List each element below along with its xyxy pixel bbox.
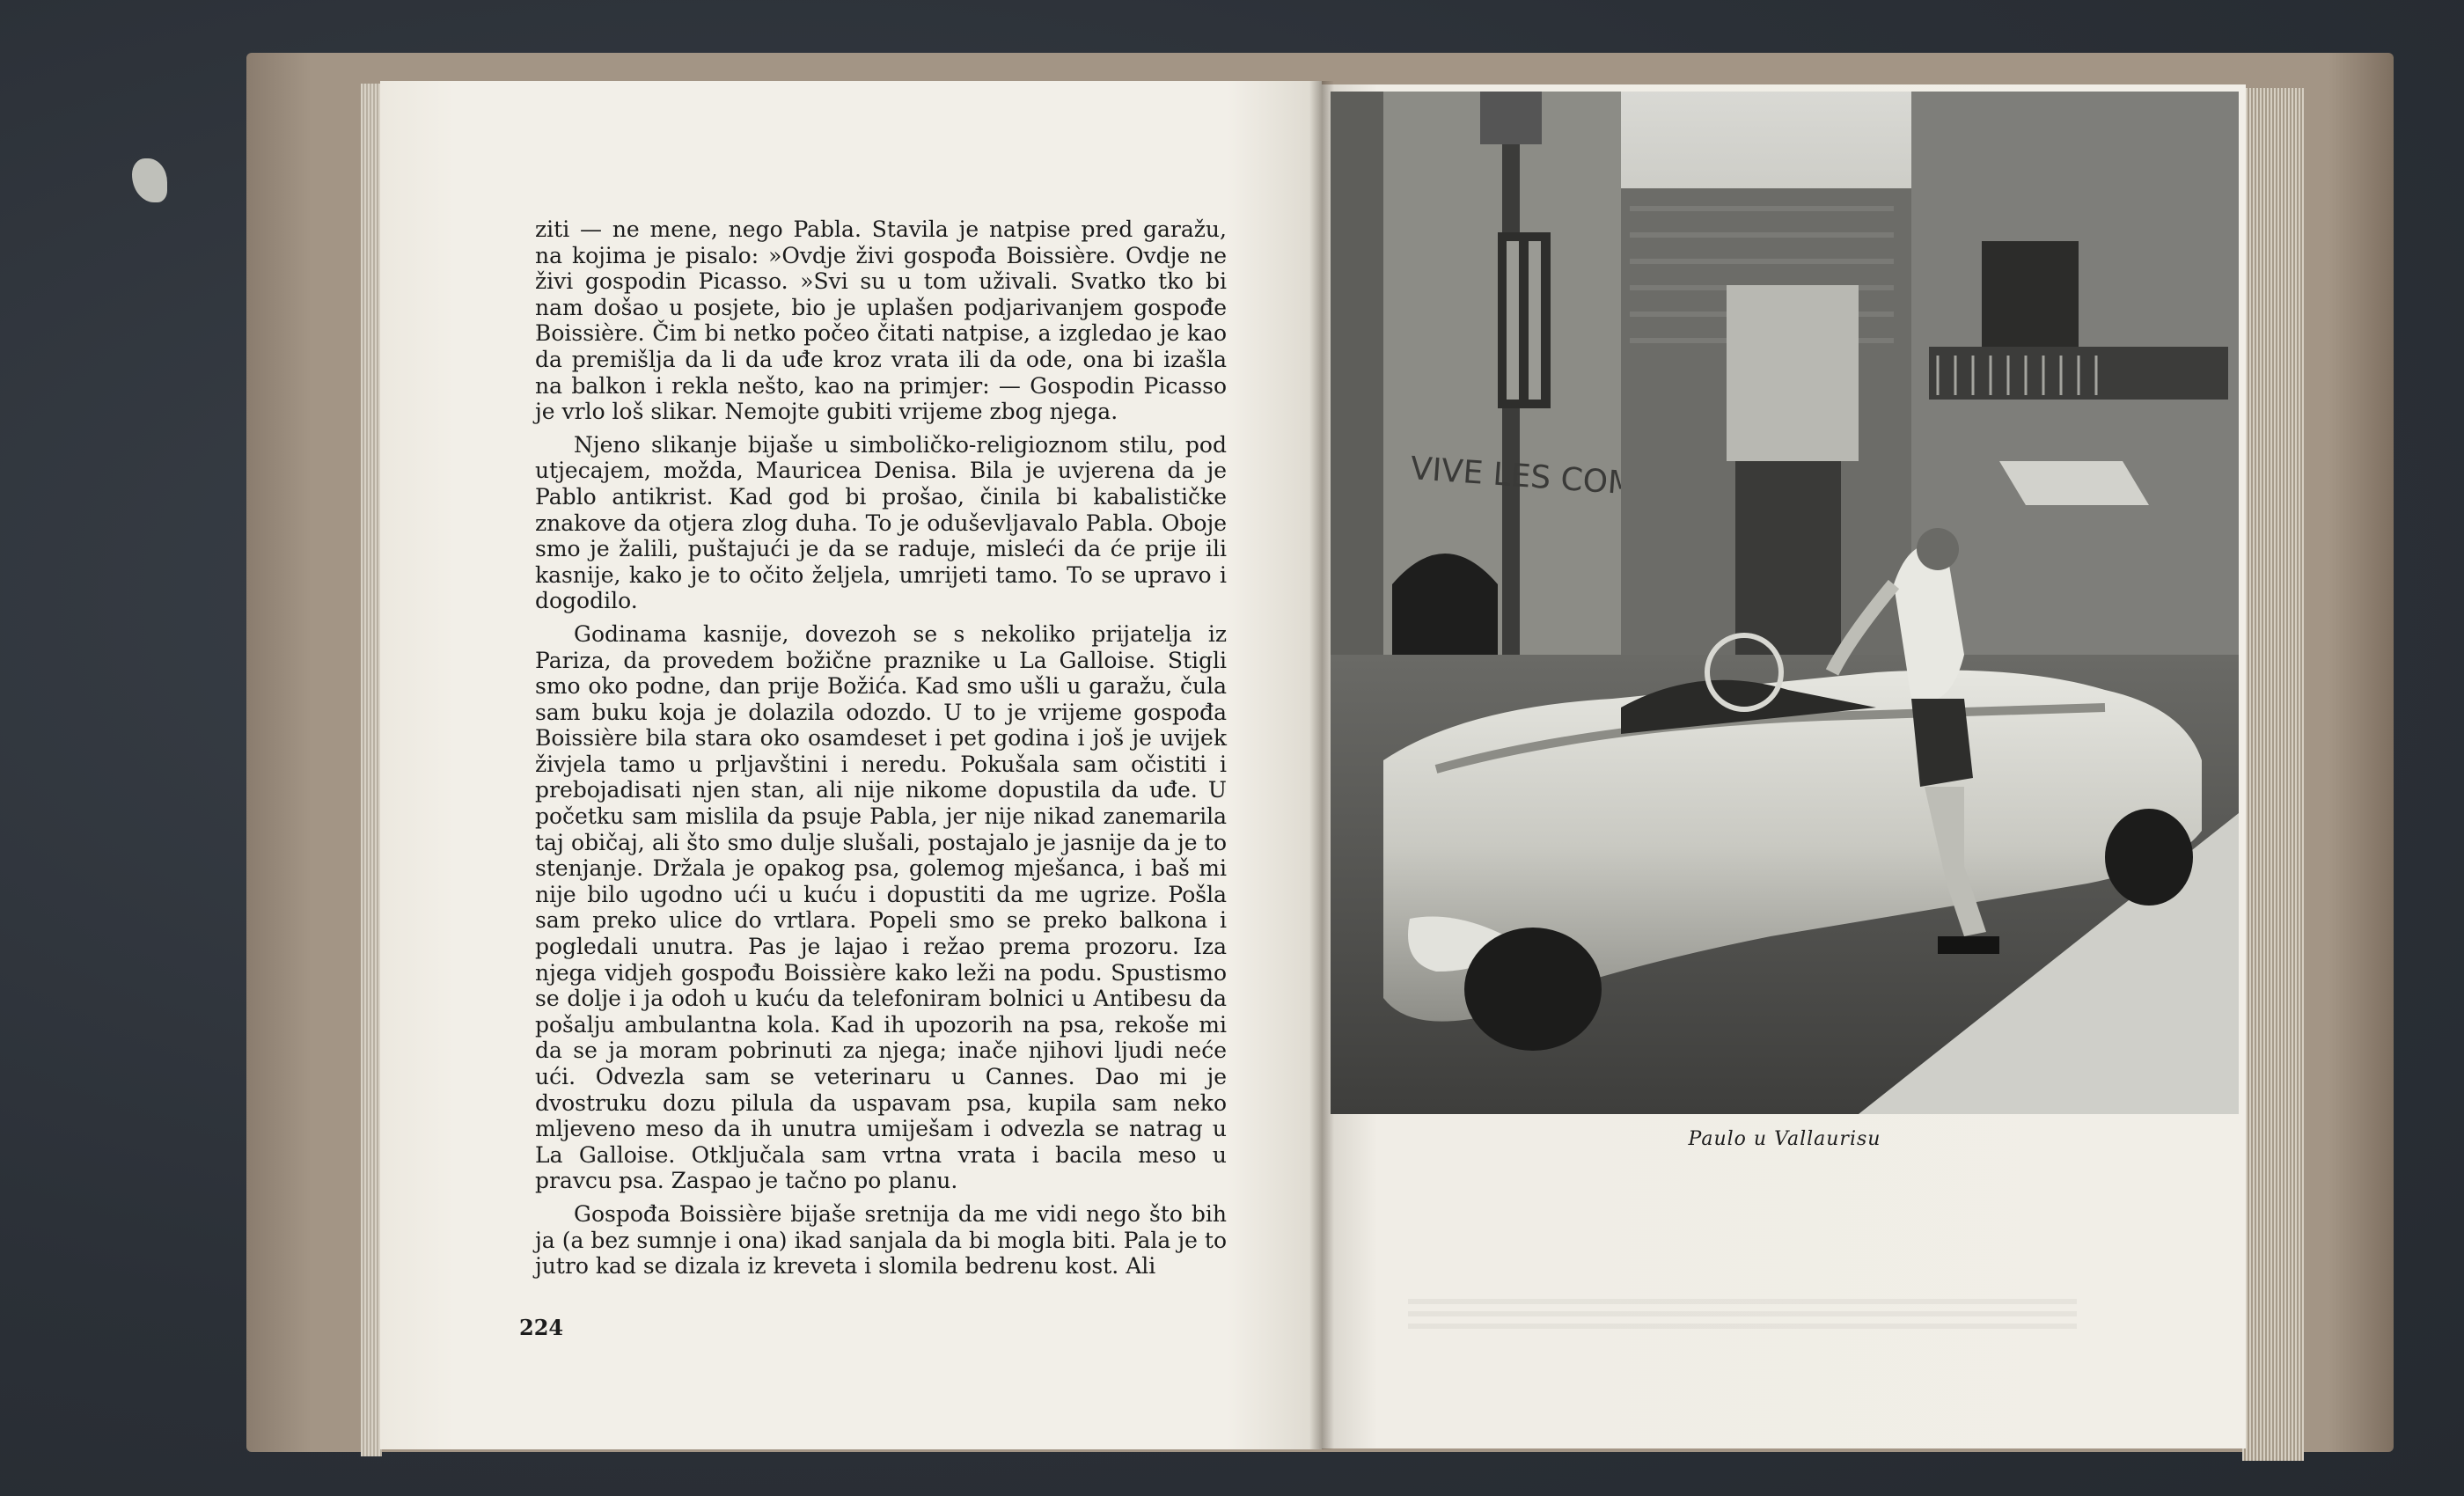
paragraph: Godinama kasnije, dovezoh se s nekoliko prijatelja iz Pariza, da provedem božične praznike u La Galloise. Stigli smo oko podne, dan prije Božića. Kad smo ušli u garažu, čula sam buku koja je dolazila odozdo. U to je vrijeme gospođa Boissière bila stara oko osamdeset i pet godina i još je uvijek živjela tamo u prljavštini i neredu. Pokušala sam očistiti i prebojadisati njen stan, ali nije nikome dopustila da uđe. U početku sam mislila da psuje Pabla, jer nije nikad zanemarila taj običaj, ali što smo dulje slušali, postajalo je jasnije da je to stenjanje. Držala je opakog psa, golemog mješanca, i baš mi nije bilo ugodno ući u kuću i dopustiti da me ugrize. Pošla sam preko ulice do vrtlara. Popeli smo se preko balkona i pogledali unutra. Pas je lajao i režao prema prozoru. Iza njega vidjeh gospođu Boissière kako leži na podu. Spustismo se dolje i ja odoh u kuću da telefoniram bolnici u Antibesu da pošalju ambulantna kola. Kad ih upozorih na psa, rekoše mi da se ja moram pobrinuti za njega; inače njihovi ljudi neće ući. Odvezla sam se veterinaru u Cannes. Dao mi je dvostruku dozu pilula da uspavam psa, kupila sam neko mljeveno meso da ih unutra umiješam i odvezla se natrag u La Galloise. Otključala sam vrtna vrata i bacila meso u pravcu psa. Zaspao je tačno po planu. bbox=[535, 620, 1227, 1194]
paragraph: ziti — ne mene, nego Pabla. Stavila je natpise pred garažu, na kojima je pisalo: »Ovdje živi gospođa Boissière. Ovdje ne živi gospodin Picasso. »Svi su u tom uživali. Svatko tko bi nam došao u posjete, bio je uplašen podjarivanjem gospođe Boissière. Čim bi netko počeo čitati natpise, a izgledao je kao da premišlja da li da uđe kroz vrata ili da ode, ona bi izašla na balkon i rekla nešto, kao na primjer: — Gospodin Picasso je vrlo loš slikar. Nemojte gubiti vrijeme zbog njega. bbox=[535, 216, 1227, 425]
page-number: 224 bbox=[519, 1315, 564, 1340]
paragraph: Gospođa Boissière bijaše sretnija da me vidi nego što bih ja (a bez sumnje i ona) ikad sanjala da bi mogla biti. Pala je to jutro kad se dizala iz kreveta i slomila bedrenu kost. Ali bbox=[535, 1200, 1227, 1280]
page-edges-left bbox=[361, 84, 382, 1456]
wall-graffiti: VIVE LES bbox=[1409, 451, 1552, 497]
photograph bbox=[1331, 92, 2239, 1114]
page-edges-right bbox=[2242, 88, 2304, 1461]
photo-caption: Paulo u Vallaurisu bbox=[1688, 1128, 1881, 1150]
body-text bbox=[535, 216, 1227, 1287]
bleed-through-text bbox=[1408, 1294, 2077, 1329]
paragraph: Njeno slikanje bijaše u simboličko-religioznom stilu, pod utjecajem, možda, Mauricea Denisa. Bila je uvjerena da je Pablo antikrist. Kad god bi prošao, činila bi kabalističke znakove da otjera zlog duha. To je oduševljavalo Pabla. Oboje smo je žalili, puštajući je da se raduje, misleći da će prije ili kasnije, kako je to očito željela, umrijeti tamo. To se upravo i dogodilo. bbox=[535, 431, 1227, 614]
